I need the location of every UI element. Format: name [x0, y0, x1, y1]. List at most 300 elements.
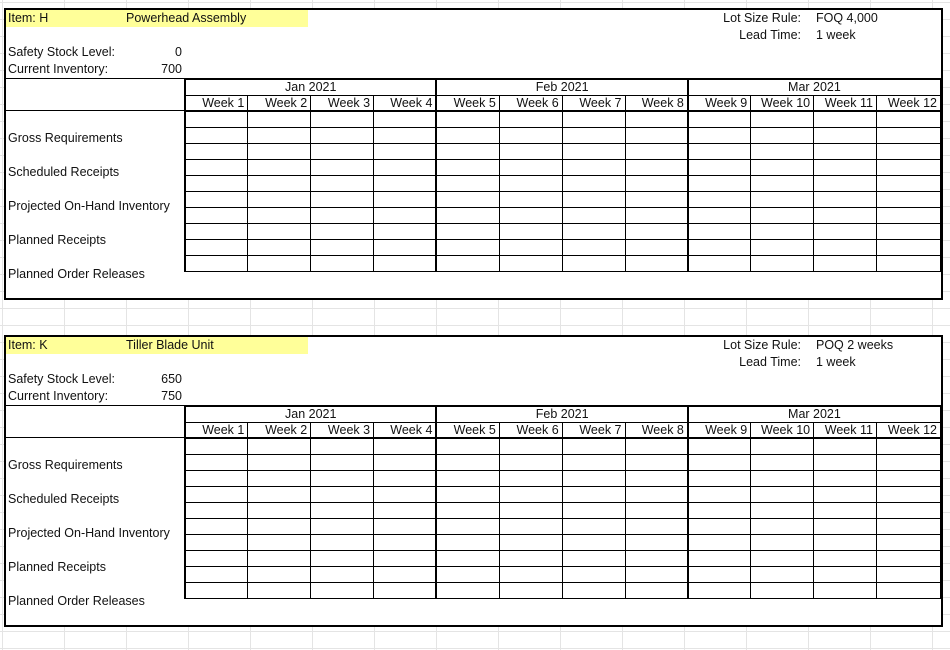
- grid-cell[interactable]: [876, 176, 940, 192]
- grid-cell[interactable]: [374, 208, 437, 224]
- grid-cell[interactable]: [688, 567, 751, 583]
- grid-cell[interactable]: [499, 176, 562, 192]
- grid-cell[interactable]: [625, 439, 688, 455]
- week-header[interactable]: Week 2: [248, 96, 311, 112]
- grid-cell[interactable]: [751, 256, 814, 272]
- grid-cell[interactable]: [876, 192, 940, 208]
- week-header[interactable]: Week 8: [625, 96, 688, 112]
- grid-cell[interactable]: [688, 144, 751, 160]
- grid-cell[interactable]: [751, 519, 814, 535]
- grid-cell[interactable]: [185, 144, 248, 160]
- grid-cell[interactable]: [248, 192, 311, 208]
- grid-cell[interactable]: [499, 112, 562, 128]
- grid-cell[interactable]: [499, 535, 562, 551]
- grid-cell[interactable]: [185, 471, 248, 487]
- grid-cell[interactable]: [562, 583, 625, 599]
- lot-size-rule-value[interactable]: POQ 2 weeks: [816, 338, 894, 352]
- grid-cell[interactable]: [688, 112, 751, 128]
- grid-cell[interactable]: [751, 567, 814, 583]
- grid-cell[interactable]: [814, 535, 877, 551]
- grid-cell[interactable]: [751, 583, 814, 599]
- grid-cell[interactable]: [185, 551, 248, 567]
- safety-stock-label: Safety Stock Level:: [8, 372, 116, 386]
- grid-cell[interactable]: [436, 439, 499, 455]
- grid-cell[interactable]: [625, 503, 688, 519]
- grid-cell[interactable]: [185, 455, 248, 471]
- month-header[interactable]: Jan 2021: [185, 406, 436, 423]
- grid-cell[interactable]: [436, 455, 499, 471]
- grid-cell[interactable]: [311, 176, 374, 192]
- grid-cell[interactable]: [248, 240, 311, 256]
- grid-cell[interactable]: [311, 487, 374, 503]
- item-label-cell[interactable]: [6, 337, 308, 354]
- grid-cell[interactable]: [311, 567, 374, 583]
- grid-cell[interactable]: [185, 240, 248, 256]
- lead-time-value[interactable]: 1 week: [816, 355, 856, 369]
- grid-cell[interactable]: [876, 439, 940, 455]
- grid-cell[interactable]: [751, 208, 814, 224]
- row-label-planned-receipts: Planned Receipts: [8, 233, 106, 247]
- week-header[interactable]: Week 12: [876, 423, 940, 439]
- grid-cell[interactable]: [751, 471, 814, 487]
- grid-cell[interactable]: [185, 487, 248, 503]
- grid-cell[interactable]: [436, 192, 499, 208]
- grid-cell[interactable]: [562, 471, 625, 487]
- grid-cell[interactable]: [688, 519, 751, 535]
- month-header[interactable]: Feb 2021: [436, 406, 687, 423]
- grid-cell[interactable]: [751, 160, 814, 176]
- grid-cell[interactable]: [688, 583, 751, 599]
- grid-cell[interactable]: [374, 487, 437, 503]
- week-header[interactable]: Week 4: [374, 423, 437, 439]
- grid-cell[interactable]: [311, 535, 374, 551]
- grid-cell[interactable]: [876, 240, 940, 256]
- grid-cell[interactable]: [625, 487, 688, 503]
- month-header[interactable]: Feb 2021: [436, 79, 687, 96]
- grid-cell[interactable]: [751, 144, 814, 160]
- grid-cell[interactable]: [625, 208, 688, 224]
- grid-cell[interactable]: [374, 176, 437, 192]
- item-id: Item: H: [8, 11, 49, 25]
- grid-cell[interactable]: [311, 128, 374, 144]
- grid-cell[interactable]: [876, 224, 940, 240]
- grid-cell[interactable]: [374, 583, 437, 599]
- grid-cell[interactable]: [814, 551, 877, 567]
- grid-cell[interactable]: [876, 128, 940, 144]
- grid-cell[interactable]: [688, 455, 751, 471]
- grid-cell[interactable]: [436, 128, 499, 144]
- grid-cell[interactable]: [499, 128, 562, 144]
- grid-cell[interactable]: [185, 535, 248, 551]
- grid-cell[interactable]: [562, 128, 625, 144]
- grid-cell[interactable]: [436, 535, 499, 551]
- grid-cell[interactable]: [436, 471, 499, 487]
- grid-cell[interactable]: [248, 176, 311, 192]
- grid-cell[interactable]: [499, 487, 562, 503]
- grid-cell[interactable]: [311, 192, 374, 208]
- table-row: [185, 471, 941, 487]
- grid-cell[interactable]: [248, 583, 311, 599]
- grid-cell[interactable]: [562, 551, 625, 567]
- grid-cell[interactable]: [625, 455, 688, 471]
- grid-cell[interactable]: [751, 503, 814, 519]
- current-inventory-label: Current Inventory:: [8, 62, 109, 76]
- row-label-planned-order-releases: Planned Order Releases: [8, 594, 145, 608]
- grid-cell[interactable]: [876, 112, 940, 128]
- grid-cell[interactable]: [311, 256, 374, 272]
- grid-cell[interactable]: [436, 176, 499, 192]
- grid-cell[interactable]: [814, 240, 877, 256]
- grid-cell[interactable]: [374, 439, 437, 455]
- grid-cell[interactable]: [499, 256, 562, 272]
- grid-cell[interactable]: [248, 112, 311, 128]
- grid-cell[interactable]: [814, 176, 877, 192]
- grid-cell[interactable]: [436, 208, 499, 224]
- lead-time-value[interactable]: 1 week: [816, 28, 856, 42]
- grid-cell[interactable]: [625, 160, 688, 176]
- month-header[interactable]: Mar 2021: [688, 406, 941, 423]
- month-header[interactable]: Jan 2021: [185, 79, 436, 96]
- current-inventory-label: Current Inventory:: [8, 389, 109, 403]
- week-header[interactable]: Week 4: [374, 96, 437, 112]
- grid-cell[interactable]: [374, 503, 437, 519]
- grid-cell[interactable]: [436, 144, 499, 160]
- row-label-projected-on-hand-inventory: Projected On-Hand Inventory: [8, 199, 170, 213]
- week-header[interactable]: Week 5: [436, 423, 499, 439]
- grid-cell[interactable]: [185, 439, 248, 455]
- grid-cell[interactable]: [562, 208, 625, 224]
- grid-cell[interactable]: [185, 112, 248, 128]
- grid-cell[interactable]: [499, 240, 562, 256]
- grid-cell[interactable]: [814, 471, 877, 487]
- grid-cell[interactable]: [248, 224, 311, 240]
- grid-cell[interactable]: [248, 567, 311, 583]
- grid-cell[interactable]: [248, 471, 311, 487]
- grid-cell[interactable]: [311, 503, 374, 519]
- grid-cell[interactable]: [374, 471, 437, 487]
- grid-cell[interactable]: [688, 503, 751, 519]
- grid-cell[interactable]: [436, 503, 499, 519]
- grid-cell[interactable]: [562, 567, 625, 583]
- grid-cell[interactable]: [185, 208, 248, 224]
- grid-cell[interactable]: [248, 551, 311, 567]
- grid-cell[interactable]: [562, 224, 625, 240]
- week-header[interactable]: Week 12: [876, 96, 940, 112]
- grid-cell[interactable]: [311, 471, 374, 487]
- grid-cell[interactable]: [814, 567, 877, 583]
- lot-size-rule-value[interactable]: FOQ 4,000: [816, 11, 878, 25]
- grid-cell[interactable]: [374, 551, 437, 567]
- week-header[interactable]: Week 10: [751, 96, 814, 112]
- grid-cell[interactable]: [814, 583, 877, 599]
- grid-cell[interactable]: [374, 240, 437, 256]
- grid-cell[interactable]: [562, 439, 625, 455]
- grid-cell[interactable]: [751, 240, 814, 256]
- grid-cell[interactable]: [374, 144, 437, 160]
- grid-cell[interactable]: [374, 535, 437, 551]
- grid-cell[interactable]: [311, 208, 374, 224]
- grid-cell[interactable]: [311, 144, 374, 160]
- grid-cell[interactable]: [374, 256, 437, 272]
- grid-cell[interactable]: [499, 455, 562, 471]
- grid-cell[interactable]: [185, 192, 248, 208]
- grid-cell[interactable]: [876, 551, 940, 567]
- grid-cell[interactable]: [562, 240, 625, 256]
- grid-cell[interactable]: [688, 208, 751, 224]
- item-label-cell[interactable]: [6, 10, 308, 27]
- grid-cell[interactable]: [248, 160, 311, 176]
- grid-cell[interactable]: [248, 144, 311, 160]
- grid-cell[interactable]: [688, 176, 751, 192]
- grid-cell[interactable]: [625, 240, 688, 256]
- grid-cell[interactable]: [688, 256, 751, 272]
- grid-cell[interactable]: [625, 224, 688, 240]
- grid-cell[interactable]: [311, 439, 374, 455]
- week-header[interactable]: Week 9: [688, 423, 751, 439]
- grid-cell[interactable]: [248, 519, 311, 535]
- grid-cell[interactable]: [814, 487, 877, 503]
- grid-cell[interactable]: [248, 439, 311, 455]
- week-header[interactable]: Week 8: [625, 423, 688, 439]
- grid-cell[interactable]: [876, 256, 940, 272]
- grid-cell[interactable]: [499, 519, 562, 535]
- grid-cell[interactable]: [625, 112, 688, 128]
- grid-cell[interactable]: [499, 551, 562, 567]
- grid-cell[interactable]: [814, 256, 877, 272]
- grid-cell[interactable]: [751, 551, 814, 567]
- grid-cell[interactable]: [688, 471, 751, 487]
- grid-cell[interactable]: [185, 160, 248, 176]
- grid-cell[interactable]: [751, 176, 814, 192]
- safety-stock-value[interactable]: 0: [175, 45, 182, 59]
- grid-cell[interactable]: [625, 471, 688, 487]
- grid-cell[interactable]: [185, 583, 248, 599]
- grid-cell[interactable]: [374, 224, 437, 240]
- grid-cell[interactable]: [374, 519, 437, 535]
- grid-cell[interactable]: [562, 144, 625, 160]
- grid-cell[interactable]: [625, 551, 688, 567]
- week-header[interactable]: Week 2: [248, 423, 311, 439]
- grid-cell[interactable]: [876, 535, 940, 551]
- grid-cell[interactable]: [625, 192, 688, 208]
- grid-cell[interactable]: [751, 192, 814, 208]
- week-header[interactable]: Week 1: [185, 96, 248, 112]
- grid-cell[interactable]: [499, 567, 562, 583]
- grid-cell[interactable]: [185, 224, 248, 240]
- table-row: [185, 208, 941, 224]
- grid-cell[interactable]: [499, 439, 562, 455]
- grid-cell[interactable]: [562, 535, 625, 551]
- grid-cell[interactable]: [185, 128, 248, 144]
- grid-cell[interactable]: [311, 551, 374, 567]
- grid-cell[interactable]: [814, 192, 877, 208]
- grid-cell[interactable]: [625, 144, 688, 160]
- grid-cell[interactable]: [374, 128, 437, 144]
- grid-cell[interactable]: [688, 551, 751, 567]
- grid-cell[interactable]: [374, 567, 437, 583]
- grid-cell[interactable]: [625, 176, 688, 192]
- grid-cell[interactable]: [876, 583, 940, 599]
- grid-cell[interactable]: [248, 535, 311, 551]
- grid-cell[interactable]: [688, 487, 751, 503]
- current-inventory-value[interactable]: 750: [161, 389, 182, 403]
- grid-cell[interactable]: [814, 439, 877, 455]
- week-header[interactable]: Week 6: [499, 96, 562, 112]
- grid-cell[interactable]: [814, 144, 877, 160]
- grid-cell[interactable]: [374, 160, 437, 176]
- week-header[interactable]: Week 3: [311, 423, 374, 439]
- grid-cell[interactable]: [499, 503, 562, 519]
- grid-cell[interactable]: [185, 519, 248, 535]
- grid-cell[interactable]: [876, 455, 940, 471]
- grid-cell[interactable]: [499, 471, 562, 487]
- week-header[interactable]: Week 10: [751, 423, 814, 439]
- item-name: Powerhead Assembly: [126, 11, 247, 25]
- grid-cell[interactable]: [436, 551, 499, 567]
- grid-cell[interactable]: [814, 224, 877, 240]
- grid-cell[interactable]: [248, 256, 311, 272]
- grid-cell[interactable]: [311, 224, 374, 240]
- grid-cell[interactable]: [688, 224, 751, 240]
- grid-cell[interactable]: [499, 144, 562, 160]
- grid-cell[interactable]: [311, 160, 374, 176]
- grid-cell[interactable]: [625, 583, 688, 599]
- grid-cell[interactable]: [562, 455, 625, 471]
- grid-cell[interactable]: [751, 128, 814, 144]
- grid-cell[interactable]: [562, 112, 625, 128]
- week-header[interactable]: Week 9: [688, 96, 751, 112]
- grid-cell[interactable]: [751, 455, 814, 471]
- week-header[interactable]: Week 5: [436, 96, 499, 112]
- grid-cell[interactable]: [436, 256, 499, 272]
- grid-cell[interactable]: [436, 583, 499, 599]
- grid-cell[interactable]: [688, 439, 751, 455]
- grid-cell[interactable]: [436, 487, 499, 503]
- grid-cell[interactable]: [876, 567, 940, 583]
- grid-cell[interactable]: [436, 112, 499, 128]
- grid-cell[interactable]: [876, 144, 940, 160]
- grid-cell[interactable]: [374, 192, 437, 208]
- grid-cell[interactable]: [248, 455, 311, 471]
- mrp-block-1: [4, 8, 943, 300]
- grid-cell[interactable]: [751, 487, 814, 503]
- grid-cell[interactable]: [436, 160, 499, 176]
- grid-cell[interactable]: [688, 535, 751, 551]
- month-header[interactable]: Mar 2021: [688, 79, 941, 96]
- grid-cell[interactable]: [751, 439, 814, 455]
- week-header[interactable]: Week 11: [814, 423, 877, 439]
- grid-cell[interactable]: [814, 160, 877, 176]
- grid-cell[interactable]: [688, 192, 751, 208]
- grid-cell[interactable]: [688, 128, 751, 144]
- grid-cell[interactable]: [876, 160, 940, 176]
- grid-cell[interactable]: [751, 112, 814, 128]
- grid-cell[interactable]: [625, 567, 688, 583]
- grid-cell[interactable]: [814, 519, 877, 535]
- grid-cell[interactable]: [248, 503, 311, 519]
- grid-cell[interactable]: [876, 471, 940, 487]
- week-header[interactable]: Week 3: [311, 96, 374, 112]
- safety-stock-value[interactable]: 650: [161, 372, 182, 386]
- grid-cell[interactable]: [562, 503, 625, 519]
- grid-cell[interactable]: [814, 128, 877, 144]
- lead-time-label: Lead Time:: [739, 28, 801, 42]
- grid-cell[interactable]: [248, 128, 311, 144]
- grid-cell[interactable]: [562, 192, 625, 208]
- grid-cell[interactable]: [625, 535, 688, 551]
- grid-cell[interactable]: [499, 192, 562, 208]
- row-label-planned-order-releases: Planned Order Releases: [8, 267, 145, 281]
- grid-cell[interactable]: [436, 519, 499, 535]
- table-row: [185, 112, 941, 128]
- grid-cell[interactable]: [436, 224, 499, 240]
- grid-cell[interactable]: [248, 208, 311, 224]
- grid-cell[interactable]: [185, 176, 248, 192]
- grid-cell[interactable]: [185, 256, 248, 272]
- grid-cell[interactable]: [814, 208, 877, 224]
- week-header[interactable]: Week 11: [814, 96, 877, 112]
- grid-cell[interactable]: [185, 503, 248, 519]
- grid-cell[interactable]: [814, 503, 877, 519]
- table-row: [185, 567, 941, 583]
- grid-cell[interactable]: [625, 256, 688, 272]
- grid-cell[interactable]: [751, 224, 814, 240]
- grid-cell[interactable]: [311, 455, 374, 471]
- grid-cell[interactable]: [688, 160, 751, 176]
- grid-cell[interactable]: [562, 487, 625, 503]
- grid-cell[interactable]: [185, 567, 248, 583]
- grid-cell[interactable]: [562, 256, 625, 272]
- grid-cell[interactable]: [374, 112, 437, 128]
- current-inventory-value[interactable]: 700: [161, 62, 182, 76]
- row-label-gross-requirements: Gross Requirements: [8, 131, 123, 145]
- grid-cell[interactable]: [248, 487, 311, 503]
- grid-cell[interactable]: [436, 567, 499, 583]
- grid-cell[interactable]: [814, 455, 877, 471]
- grid-cell[interactable]: [311, 519, 374, 535]
- grid-cell[interactable]: [499, 160, 562, 176]
- mrp-grid: [184, 78, 941, 272]
- table-row: [185, 535, 941, 551]
- week-header[interactable]: Week 1: [185, 423, 248, 439]
- grid-cell[interactable]: [499, 583, 562, 599]
- grid-cell[interactable]: [751, 535, 814, 551]
- grid-cell[interactable]: [311, 240, 374, 256]
- grid-cell[interactable]: [562, 519, 625, 535]
- week-header[interactable]: Week 6: [499, 423, 562, 439]
- grid-cell[interactable]: [625, 128, 688, 144]
- grid-cell[interactable]: [876, 208, 940, 224]
- grid-cell[interactable]: [499, 224, 562, 240]
- grid-cell[interactable]: [436, 240, 499, 256]
- grid-cell[interactable]: [311, 583, 374, 599]
- grid-cell[interactable]: [876, 487, 940, 503]
- grid-cell[interactable]: [562, 160, 625, 176]
- grid-cell[interactable]: [562, 176, 625, 192]
- table-row: [185, 551, 941, 567]
- grid-cell[interactable]: [311, 112, 374, 128]
- grid-cell[interactable]: [876, 519, 940, 535]
- grid-cell[interactable]: [814, 112, 877, 128]
- grid-cell[interactable]: [688, 240, 751, 256]
- row-label-gross-requirements: Gross Requirements: [8, 458, 123, 472]
- grid-cell[interactable]: [625, 519, 688, 535]
- week-header[interactable]: Week 7: [562, 96, 625, 112]
- grid-cell[interactable]: [374, 455, 437, 471]
- week-header[interactable]: Week 7: [562, 423, 625, 439]
- grid-cell[interactable]: [499, 208, 562, 224]
- grid-cell[interactable]: [876, 503, 940, 519]
